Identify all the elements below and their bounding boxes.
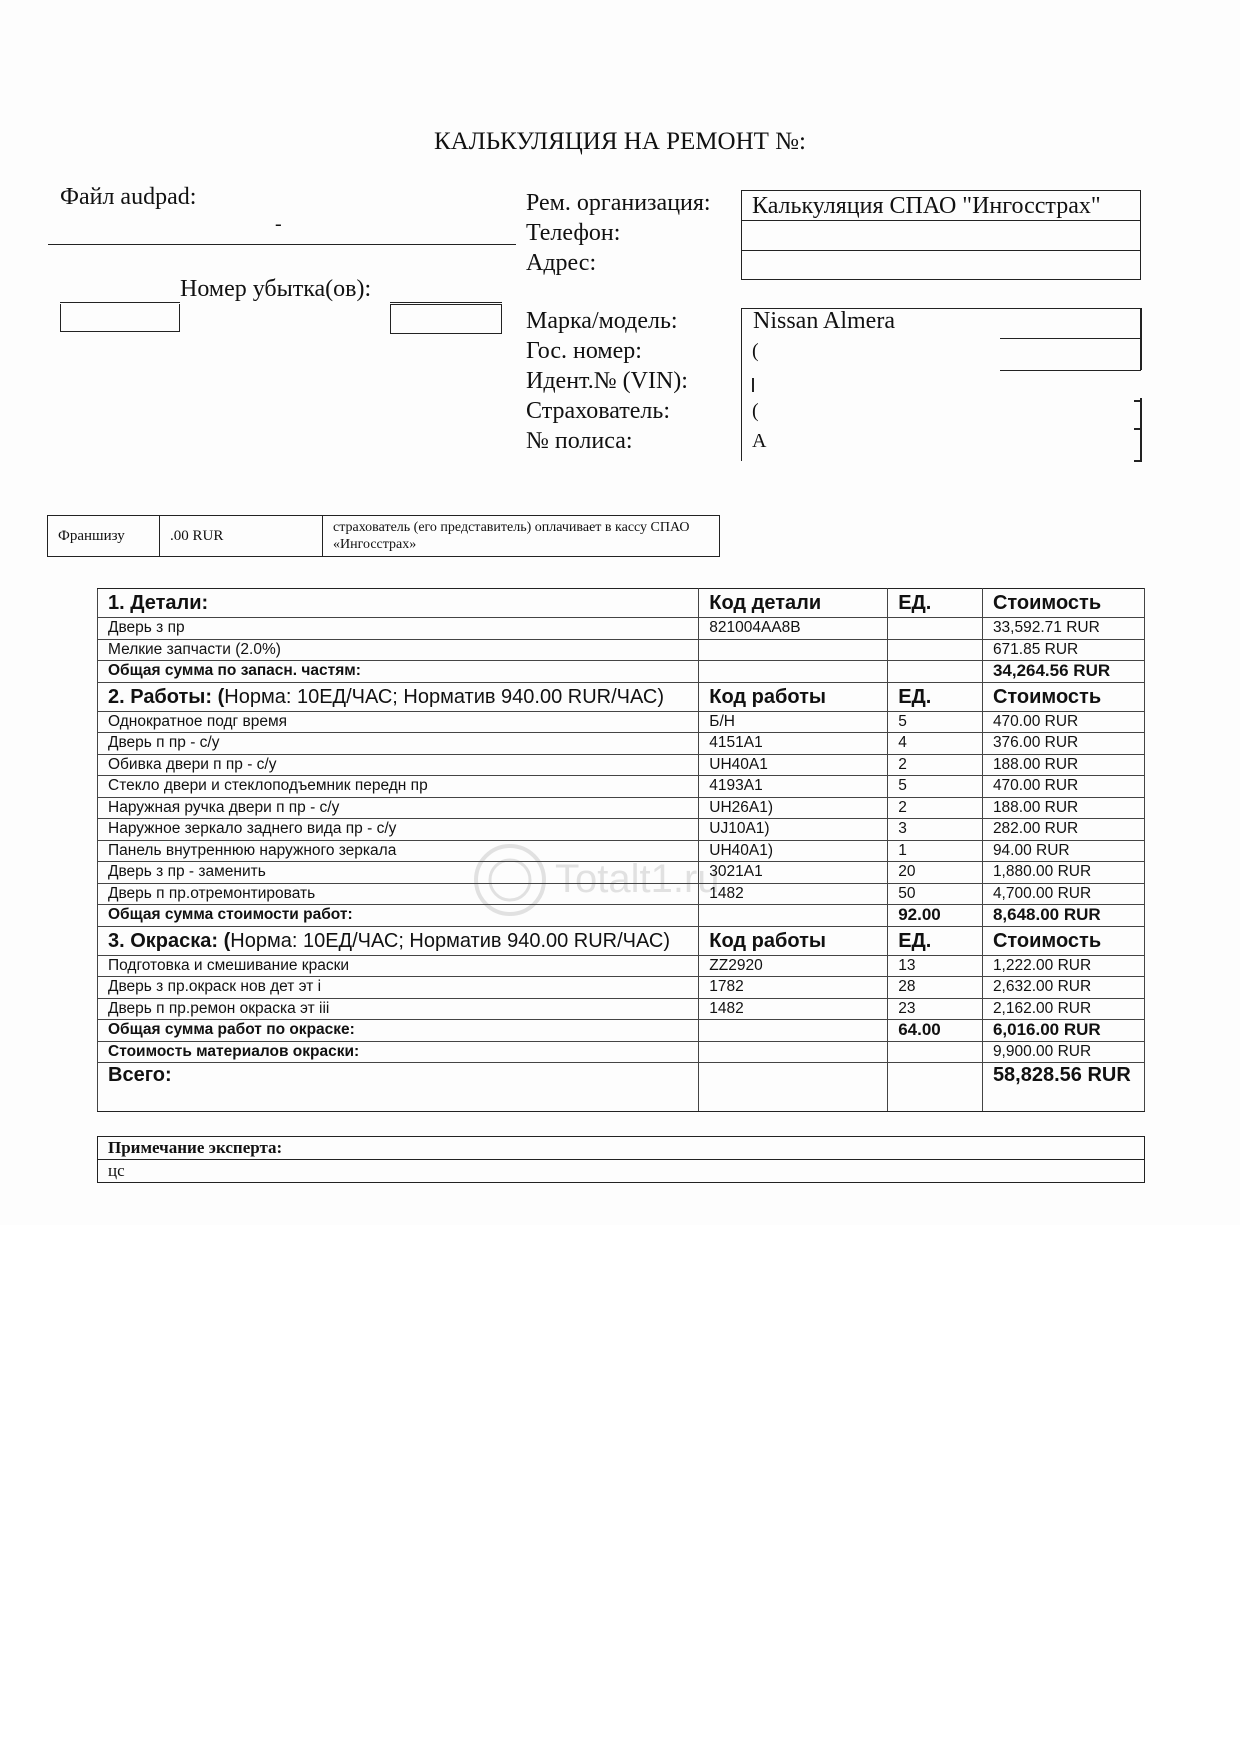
row-code: 821004AA8B bbox=[699, 618, 888, 640]
insured-value-fragment: ( bbox=[752, 400, 759, 422]
file-label: Файл audpad: bbox=[60, 184, 197, 210]
row-name: Панель внутреннюю наружного зеркала bbox=[98, 840, 699, 862]
table-row bbox=[98, 998, 1145, 1020]
phone-value-box bbox=[741, 220, 1141, 251]
paint-col-units: ЕД. bbox=[888, 926, 983, 955]
row-units: 20 bbox=[888, 862, 983, 884]
row-cost: 282.00 RUR bbox=[982, 819, 1144, 841]
vin-value-fragment bbox=[752, 378, 754, 392]
row-units: 50 bbox=[888, 883, 983, 905]
table-row bbox=[98, 776, 1145, 798]
row-code bbox=[699, 639, 888, 661]
table-row bbox=[98, 819, 1145, 841]
row-cost: 2,632.00 RUR bbox=[982, 977, 1144, 999]
works-total-row bbox=[98, 905, 1145, 927]
paint-heading-norm: Норма: 10ЕД/ЧАС; Норматив 940.00 RUR/ЧАС) bbox=[230, 929, 671, 952]
row-cost: 188.00 RUR bbox=[982, 754, 1144, 776]
paint-col-code: Код работы bbox=[699, 926, 888, 955]
table-row bbox=[98, 797, 1145, 819]
model-right-edge bbox=[1140, 308, 1142, 340]
paint-heading-cell bbox=[98, 926, 699, 955]
row-name: Наружная ручка двери п пр - с/у bbox=[98, 797, 699, 819]
org-label: Рем. организация: bbox=[526, 190, 711, 216]
loss-number-box-1[interactable] bbox=[60, 304, 180, 332]
row-code: Б/Н bbox=[699, 711, 888, 733]
works-col-cost: Стоимость bbox=[982, 682, 1144, 711]
franchise-label: Франшизу bbox=[48, 516, 160, 557]
row-code: 4151A1 bbox=[699, 733, 888, 755]
table-row bbox=[98, 840, 1145, 862]
works-header-row bbox=[98, 682, 1145, 711]
parts-total-value: 34,264.56 RUR bbox=[982, 661, 1144, 683]
plate-right-edge bbox=[1140, 338, 1142, 370]
row-code: UJ10A1) bbox=[699, 819, 888, 841]
row-units: 5 bbox=[888, 776, 983, 798]
paint-total-row bbox=[98, 1020, 1145, 1042]
vehicle-right-edge bbox=[1140, 398, 1142, 462]
loss-number-box-2[interactable] bbox=[390, 304, 502, 334]
expert-note-table bbox=[97, 1136, 1145, 1183]
table-row bbox=[98, 639, 1145, 661]
paint-materials-value: 9,900.00 RUR bbox=[982, 1041, 1144, 1063]
parts-heading: 1. Детали: bbox=[98, 589, 699, 618]
row-name: Подготовка и смешивание краски bbox=[98, 955, 699, 977]
phone-label: Телефон: bbox=[526, 220, 621, 246]
org-value-box bbox=[741, 190, 1141, 221]
paint-col-cost: Стоимость bbox=[982, 926, 1144, 955]
works-total-units: 92.00 bbox=[888, 905, 983, 927]
expert-note-value: цс bbox=[98, 1160, 1145, 1183]
row-code: UH26A1) bbox=[699, 797, 888, 819]
paint-total-units: 64.00 bbox=[888, 1020, 983, 1042]
grand-total-value: 58,828.56 RUR bbox=[982, 1063, 1144, 1112]
grand-total-row bbox=[98, 1063, 1145, 1112]
paint-total-label: Общая сумма работ по окраске: bbox=[98, 1020, 699, 1042]
table-row bbox=[98, 883, 1145, 905]
row-cost: 470.00 RUR bbox=[982, 776, 1144, 798]
vin-label: Идент.№ (VIN): bbox=[526, 368, 688, 394]
parts-header-row bbox=[98, 589, 1145, 618]
model-value: Nissan Almera bbox=[753, 308, 895, 334]
row-units: 2 bbox=[888, 754, 983, 776]
row-cost: 1,222.00 RUR bbox=[982, 955, 1144, 977]
row-code: ZZ2920 bbox=[699, 955, 888, 977]
paint-header-row bbox=[98, 926, 1145, 955]
policy-label: № полиса: bbox=[526, 428, 633, 454]
row-name: Дверь п пр - с/у bbox=[98, 733, 699, 755]
franchise-table bbox=[47, 515, 720, 557]
row-cost: 470.00 RUR bbox=[982, 711, 1144, 733]
file-dash: - bbox=[275, 213, 282, 235]
row-name: Стекло двери и стеклоподъемник передн пр bbox=[98, 776, 699, 798]
row-units: 5 bbox=[888, 711, 983, 733]
row-code: 1482 bbox=[699, 883, 888, 905]
address-label: Адрес: bbox=[526, 250, 597, 276]
parts-total-row bbox=[98, 661, 1145, 683]
plate-label: Гос. номер: bbox=[526, 338, 642, 364]
works-col-code: Код работы bbox=[699, 682, 888, 711]
works-total-value: 8,648.00 RUR bbox=[982, 905, 1144, 927]
org-value: Калькуляция СПАО "Ингосстрах" bbox=[752, 193, 1101, 219]
table-row bbox=[98, 955, 1145, 977]
plate-value-fragment: ( bbox=[752, 340, 759, 362]
table-row bbox=[98, 754, 1145, 776]
paint-materials-row bbox=[98, 1041, 1145, 1063]
row-units bbox=[888, 618, 983, 640]
row-code: 1782 bbox=[699, 977, 888, 999]
document-title: КАЛЬКУЛЯЦИЯ НА РЕМОНТ №: bbox=[434, 128, 806, 155]
table-row bbox=[98, 862, 1145, 884]
row-code: 1482 bbox=[699, 998, 888, 1020]
plate-underline bbox=[1000, 370, 1141, 371]
row-name: Дверь з пр bbox=[98, 618, 699, 640]
loss-line-right bbox=[390, 302, 502, 303]
parts-total-label: Общая сумма по запасн. частям: bbox=[98, 661, 699, 683]
table-row bbox=[98, 618, 1145, 640]
parts-col-code: Код детали bbox=[699, 589, 888, 618]
works-col-units: ЕД. bbox=[888, 682, 983, 711]
row-units: 23 bbox=[888, 998, 983, 1020]
row-units: 28 bbox=[888, 977, 983, 999]
row-code: UH40A1) bbox=[699, 840, 888, 862]
row-units bbox=[888, 639, 983, 661]
loss-number-label: Номер убытка(ов): bbox=[180, 276, 372, 302]
row-cost: 4,700.00 RUR bbox=[982, 883, 1144, 905]
row-cost: 2,162.00 RUR bbox=[982, 998, 1144, 1020]
table-row bbox=[98, 977, 1145, 999]
paint-materials-label: Стоимость материалов окраски: bbox=[98, 1041, 699, 1063]
table-row bbox=[98, 711, 1145, 733]
svg-text:Totalt1.ru: Totalt1.ru bbox=[555, 857, 720, 901]
calculation-table bbox=[97, 588, 1145, 1112]
row-cost: 188.00 RUR bbox=[982, 797, 1144, 819]
works-heading-norm: Норма: 10ЕД/ЧАС; Норматив 940.00 RUR/ЧАС) bbox=[224, 685, 665, 708]
row-name: Обивка двери п пр - с/у bbox=[98, 754, 699, 776]
policy-value-fragment: А bbox=[752, 430, 767, 452]
row-cost: 94.00 RUR bbox=[982, 840, 1144, 862]
row-name: Дверь з пр - заменить bbox=[98, 862, 699, 884]
row-units: 2 bbox=[888, 797, 983, 819]
grand-total-label: Всего: bbox=[98, 1063, 699, 1112]
row-cost: 1,880.00 RUR bbox=[982, 862, 1144, 884]
model-underline bbox=[1000, 338, 1141, 339]
row-units: 1 bbox=[888, 840, 983, 862]
row-name: Дверь п пр.ремон окраска эт iii bbox=[98, 998, 699, 1020]
row-units: 13 bbox=[888, 955, 983, 977]
file-underline bbox=[48, 244, 516, 245]
row-code: 4193A1 bbox=[699, 776, 888, 798]
model-label: Марка/модель: bbox=[526, 308, 678, 334]
loss-line-left bbox=[60, 302, 180, 303]
works-total-label: Общая сумма стоимости работ: bbox=[98, 905, 699, 927]
row-cost: 33,592.71 RUR bbox=[982, 618, 1144, 640]
paint-heading: 3. Окраска: ( bbox=[108, 929, 231, 952]
row-code: UH40A1 bbox=[699, 754, 888, 776]
insured-label: Страхователь: bbox=[526, 398, 670, 424]
row-name: Наружное зеркало заднего вида пр - с/у bbox=[98, 819, 699, 841]
paint-total-value: 6,016.00 RUR bbox=[982, 1020, 1144, 1042]
table-row bbox=[98, 733, 1145, 755]
row-cost: 671.85 RUR bbox=[982, 639, 1144, 661]
works-heading: 2. Работы: ( bbox=[108, 685, 225, 708]
expert-note-label: Примечание эксперта: bbox=[98, 1137, 1145, 1160]
address-value-box bbox=[741, 250, 1141, 280]
franchise-value: .00 RUR bbox=[160, 516, 323, 557]
row-cost: 376.00 RUR bbox=[982, 733, 1144, 755]
franchise-note: страхователь (его представитель) оплачивает в кассу СПАО «Ингосстрах» bbox=[323, 516, 720, 557]
works-heading-cell bbox=[98, 682, 699, 711]
row-units: 3 bbox=[888, 819, 983, 841]
row-name: Дверь п пр.отремонтировать bbox=[98, 883, 699, 905]
row-name: Мелкие запчасти (2.0%) bbox=[98, 639, 699, 661]
row-name: Дверь з пр.окраск нов дет эт i bbox=[98, 977, 699, 999]
row-units: 4 bbox=[888, 733, 983, 755]
parts-col-units: ЕД. bbox=[888, 589, 983, 618]
row-code: 3021A1 bbox=[699, 862, 888, 884]
parts-col-cost: Стоимость bbox=[982, 589, 1144, 618]
row-name: Однократное подг время bbox=[98, 711, 699, 733]
